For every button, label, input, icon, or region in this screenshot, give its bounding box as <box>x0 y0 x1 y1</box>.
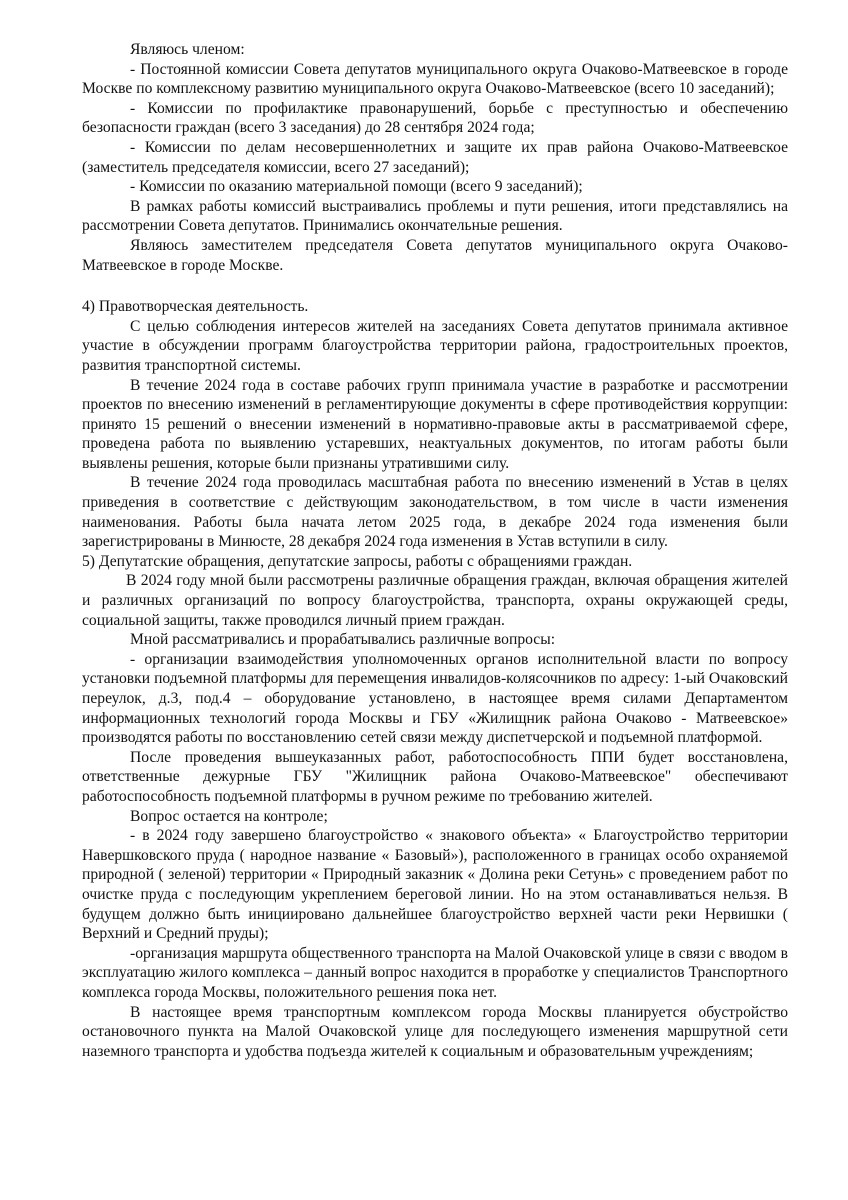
commission-item: - Комиссии по оказанию материальной помощи (всего 9 заседаний); <box>130 178 583 196</box>
section-heading: 5) Депутатские обращения, депутатские запросы, работы с обращениями граждан. <box>82 552 633 570</box>
paragraph: После проведения вышеуказанных работ, работоспособность ППИ будет восстановлена, ответственные дежурные ГБУ "Жилищник района Очаково-Матвеевское" обеспечивают работоспособность подъемной платформы в ручном режиме по требованию жителей. <box>82 748 788 805</box>
paragraph: В рамках работы комиссий выстраивались проблемы и пути решения, итоги представлялись на рассмотрении Совета депутатов. Принимались окончательные решения. <box>82 197 788 235</box>
section-heading: 4) Правотворческая деятельность. <box>82 298 309 316</box>
issue-item: - организации взаимодействия уполномоченных органов исполнительной власти по вопросу установки подъемной платформы для перемещения инвалидов-колясочников по адресу: 1-ый Очаковский переулок, д.3, под.4 – оборудование установлено, в настоящее время силами Департаментом информационных технологий города Москвы и ГБУ «Жилищник района Очаково - Матвеевское» производятся работы по восстановлению сетей связи между диспетчерской и подъемной платформой. <box>82 650 788 747</box>
issue-item: -организация маршрута общественного транспорта на Малой Очаковской улице в связи с вводом в эксплуатацию жилого комплекса – данный вопрос находится в проработке у специалистов Транспортного комплекса города Москвы, положительного решения пока нет. <box>82 944 788 1001</box>
member-intro: Являюсь членом: <box>130 41 245 58</box>
commission-item: - Комиссии по делам несовершеннолетних и защите их прав района Очаково-Матвеевское (заместитель председателя комиссии, всего 27 заседаний); <box>82 138 788 176</box>
commission-item: - Комиссии по профилактике правонарушений, борьбе с преступностью и обеспечению безопасности граждан (всего 3 заседания) до 28 сентября 2024 года; <box>82 99 788 137</box>
document-page <box>82 40 788 1061</box>
commission-item: - Постоянной комиссии Совета депутатов муниципального округа Очаково-Матвеевское в городе Москве по комплексному развитию муниципального округа Очаково-Матвеевское (всего 10 заседаний); <box>82 60 788 98</box>
paragraph: Являюсь заместителем председателя Совета депутатов муниципального округа Очаково-Матвеевское в городе Москве. <box>82 236 788 274</box>
issue-item: - в 2024 году завершено благоустройство « знакового объекта» « Благоустройство территории Навершковского пруда ( народное название « Базовый»), расположенного в границах особо охраняемой природной ( зеленой) территории « Природный заказник « Долина реки Сетунь» с проведением работ по очистке пруда с последующим укреплением береговой линии. Но на этом останавливаться нельзя. В будущем должно быть инициировано дальнейшее благоустройство верхней части реки Нервишки ( Верхний и Средний пруды); <box>82 827 788 943</box>
paragraph: В 2024 году мной были рассмотрены различные обращения граждан, включая обращения жителей и различных организаций по вопросу благоустройства, транспорта, охраны окружающей среды, социальной защиты, также проводился личный прием граждан. <box>82 572 788 629</box>
paragraph: Вопрос остается на контроле; <box>130 807 328 825</box>
paragraph: В течение 2024 года в составе рабочих групп принимала участие в разработке и рассмотрении проектов по внесению изменений в регламентирующие документы в сфере противодействия коррупции: принято 15 решений о внесении изменений в нормативно-правовые акты в рассматриваемой сфере, проведена работа по выявлению устаревших, неактуальных документов, по итогам работы были выявлены решения, которые были признаны утратившими силу. <box>82 376 788 472</box>
paragraph: В настоящее время транспортным комплексом города Москвы планируется обустройство остановочного пункта на Малой Очаковской улице для последующего изменения маршрутной сети наземного транспорта и удобства подъезда жителей к социальным и образовательным учреждениям; <box>82 1003 788 1060</box>
paragraph: В течение 2024 года проводилась масштабная работа по внесению изменений в Устав в целях приведения в соответствие с действующим законодательством, в том числе в части изменения наименования. Работы была начата летом 2025 года, в декабре 2024 года изменения были зарегистрированы в Минюсте, 28 декабря 2024 года изменения в Устав вступили в силу. <box>82 474 788 551</box>
paragraph: С целью соблюдения интересов жителей на заседаниях Совета депутатов принимала активное участие в обсуждении программ благоустройства территории района, градостроительных проектов, развития транспортной системы. <box>82 317 788 374</box>
spacer <box>82 275 788 297</box>
paragraph: Мной рассматривались и прорабатывались различные вопросы: <box>130 631 556 649</box>
